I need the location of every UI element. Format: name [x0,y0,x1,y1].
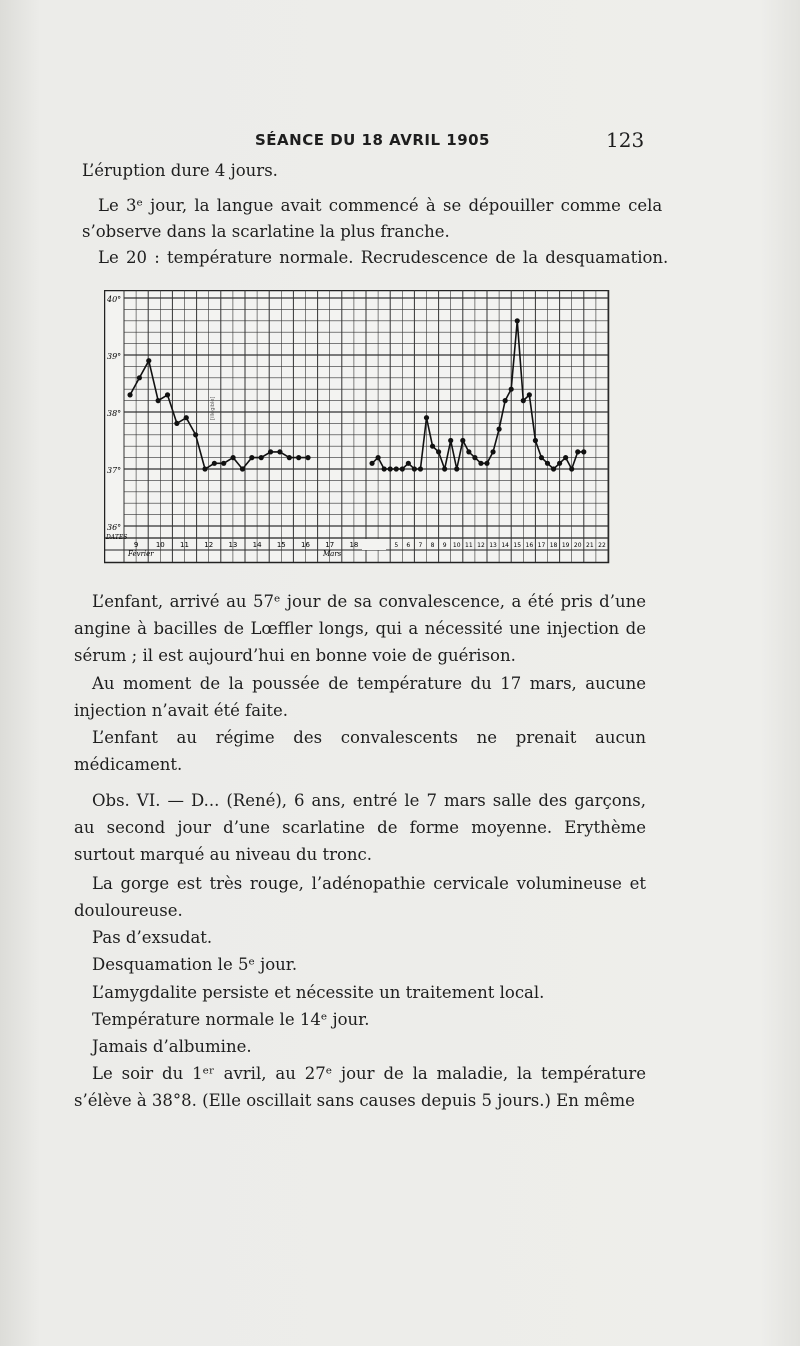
date-label: 18 [549,542,558,549]
date-label: 21 [586,542,594,549]
data-point [539,455,544,460]
page-number: 123 [606,128,645,152]
paragraph-albumine: Jamais d’albumine. [92,1037,252,1056]
text-line: s’observe dans la scarlatine la plus franche. [82,222,450,241]
date-label: 17 [325,541,335,549]
data-point [369,461,374,466]
data-point [230,455,235,460]
paragraph-regime: L’enfant au régime des convalescents ne prenait aucun médicament. [74,728,646,774]
data-point [478,461,483,466]
date-label: 9 [133,541,139,549]
y-tick-label: 37° [107,466,122,475]
data-point [545,461,550,466]
data-point [527,392,532,397]
data-point [533,438,538,443]
date-label: 9 [442,542,447,549]
month-label-march: Mars [323,550,342,558]
date-label: 12 [204,541,214,549]
data-point [146,358,151,363]
date-label: 16 [301,541,310,549]
data-point [400,466,405,471]
data-point [424,415,429,420]
data-point [521,398,526,403]
y-tick-label: 36° [107,523,122,532]
data-point [454,466,459,471]
data-point [509,387,514,392]
data-point [305,455,310,460]
data-point [497,427,502,432]
data-point [466,449,471,454]
data-point [296,455,301,460]
date-label: 6 [406,542,411,549]
paragraph-amygdalite: L’amygdalite persiste et nécessite un traitement local. [92,983,545,1002]
data-point [388,466,393,471]
data-point [436,449,441,454]
data-point [551,466,556,471]
data-point [156,398,161,403]
y-tick-label: 40° [107,295,122,304]
date-label: 14 [501,542,509,549]
data-point [287,455,292,460]
data-point [448,438,453,443]
date-label: 16 [525,542,534,549]
date-label: 10 [452,542,461,549]
date-label: 15 [276,541,286,549]
data-point [472,455,477,460]
date-label: 5 [394,542,399,549]
date-label: 13 [489,542,497,549]
y-tick-label: 38° [107,409,122,418]
data-point [193,432,198,437]
data-point [575,449,580,454]
data-point [277,449,282,454]
dates-row-label: DATES [106,534,128,541]
gap-cell [362,539,386,550]
data-point [259,455,264,460]
paragraph-convalescence: L’enfant, arrivé au 57ᵉ jour de sa convalescence, a été pris d’une angine à bacilles de Lœffler longs, qui a nécessité une injection de sérum ; il est aujourd’hui en bonne voie de guérison. [74,592,646,665]
data-point [394,466,399,471]
data-point [460,438,465,443]
date-label: 10 [155,541,165,549]
paragraph-gorge: La gorge est très rouge, l’adénopathie cervicale volumineuse et douloureuse. [74,874,646,920]
temperature-chart [104,290,614,566]
month-label-february: Février [128,550,154,558]
date-label: 15 [513,542,522,549]
text-line: Le 3ᵉ jour, la langue avait commencé à se dépouiller comme cela [98,196,663,215]
data-point [184,415,189,420]
data-point [221,461,226,466]
data-point [557,461,562,466]
date-label: 13 [228,541,238,549]
data-point [165,392,170,397]
vertical-annotation: [illegible] [210,396,216,420]
date-label: 14 [252,541,262,549]
data-point [418,466,423,471]
text-line: Le 20 : température normale. Recrudescence de la desquamation. [98,248,669,267]
text-line: L’éruption dure 4 jours. [82,161,278,180]
date-label: 8 [430,542,435,549]
data-point [484,461,489,466]
date-label: 12 [477,542,485,549]
data-point [515,318,520,323]
date-label: 19 [561,542,570,549]
data-point [569,466,574,471]
data-point [376,455,381,460]
data-point [174,421,179,426]
date-label: 7 [418,542,423,549]
paragraph-exsudat: Pas d’exsudat. [92,928,213,947]
running-title: SÉANCE DU 18 AVRIL 1905 [255,131,490,149]
date-label: 11 [180,541,189,549]
data-point [581,449,586,454]
y-tick-label: 39° [107,352,122,361]
paragraph-observation-vi: Obs. VI. — D... (René), 6 ans, entré le 7 mars salle des garçons, au second jour d’une scarlatine de forme moyenne. Erythème surtout marqué au niveau du tronc. [74,791,646,864]
data-point [212,461,217,466]
data-point [127,392,132,397]
data-point [563,455,568,460]
paragraph-avril: Le soir du 1ᵉʳ avril, au 27ᵉ jour de la maladie, la température s’élève à 38°8. (Elle oscillait sans causes depuis 5 jours.) En même [74,1064,646,1110]
date-label: 18 [349,541,359,549]
data-point [382,466,387,471]
running-header [0,128,800,158]
data-point [137,375,142,380]
data-point [442,466,447,471]
paragraph-temperature: Température normale le 14ᵉ jour. [92,1010,370,1029]
data-point [430,444,435,449]
data-point [412,466,417,471]
data-point [406,461,411,466]
paragraph-injection: Au moment de la poussée de température du 17 mars, aucune injection n’avait été faite. [74,674,646,720]
paragraph-desquamation: Desquamation le 5ᵉ jour. [92,955,298,974]
data-point [490,449,495,454]
data-point [268,449,273,454]
data-point [249,455,254,460]
date-label: 22 [598,542,606,549]
data-point [503,398,508,403]
date-label: 11 [465,542,473,549]
date-label: 17 [537,542,546,549]
data-point [202,466,207,471]
data-point [240,466,245,471]
date-label: 20 [573,542,582,549]
